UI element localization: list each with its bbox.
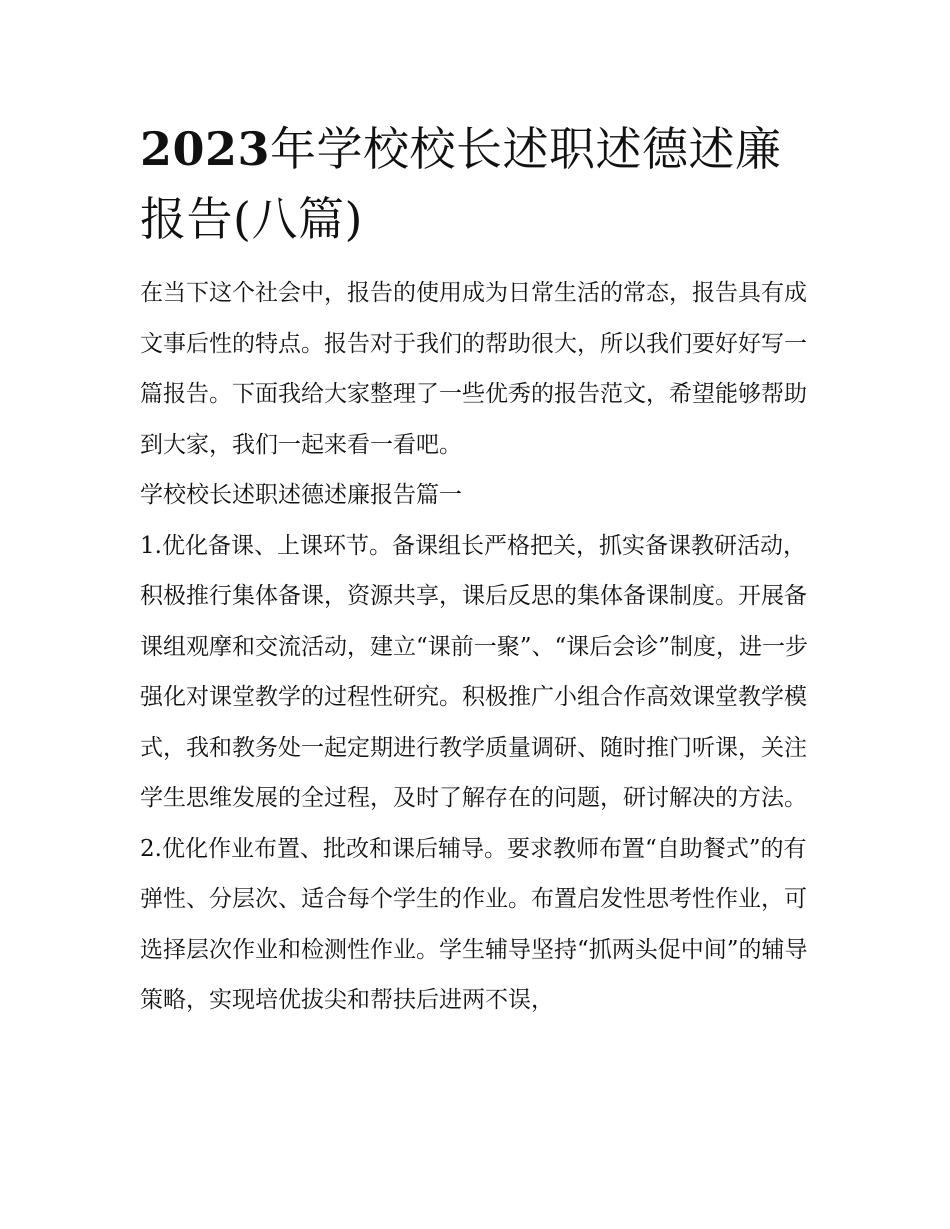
document-body (140, 268, 820, 1026)
intro-paragraph: 在当下这个社会中，报告的使用成为日常生活的常态，报告具有成文事后性的特点。报告对于我们的帮助很大，所以我们要好好写一篇报告。下面我给大家整理了一些优秀的报告范文，希望能够帮助到大家，我们一起来看一看吧。 (140, 280, 807, 458)
document-page (140, 114, 820, 1026)
title-year: 2023 (140, 122, 271, 176)
body-paragraph-1: 1.优化备课、上课环节。备课组长严格把关，抓实备课教研活动，积极推行集体备课，资源共享，课后反思的集体备课制度。开展备课组观摩和交流活动，建立“课前一聚”、“课后会诊”制度，进一步强化对课堂教学的过程性研究。积极推广小组合作高效课堂教学模式，我和教务处一起定期进行教学质量调研、随时推门听课，关注学生思维发展的全过程，及时了解存在的问题，研讨解决的方法。 (140, 532, 809, 811)
body-paragraph-2: 2.优化作业布置、批改和课后辅导。要求教师布置“自助餐式”的有弹性、分层次、适合每个学生的作业。布置启发性思考性作业，可选择层次作业和检测性作业。学生辅导坚持“抓两头促中间”的辅导策略，实现培优拔尖和帮扶后进两不误， (140, 835, 808, 1013)
section-heading: 学校校长述职述德述廉报告篇一 (140, 482, 462, 508)
document-title (140, 114, 820, 254)
title-text: 年学校校长述职述德述廉报告(八篇) (140, 122, 782, 246)
